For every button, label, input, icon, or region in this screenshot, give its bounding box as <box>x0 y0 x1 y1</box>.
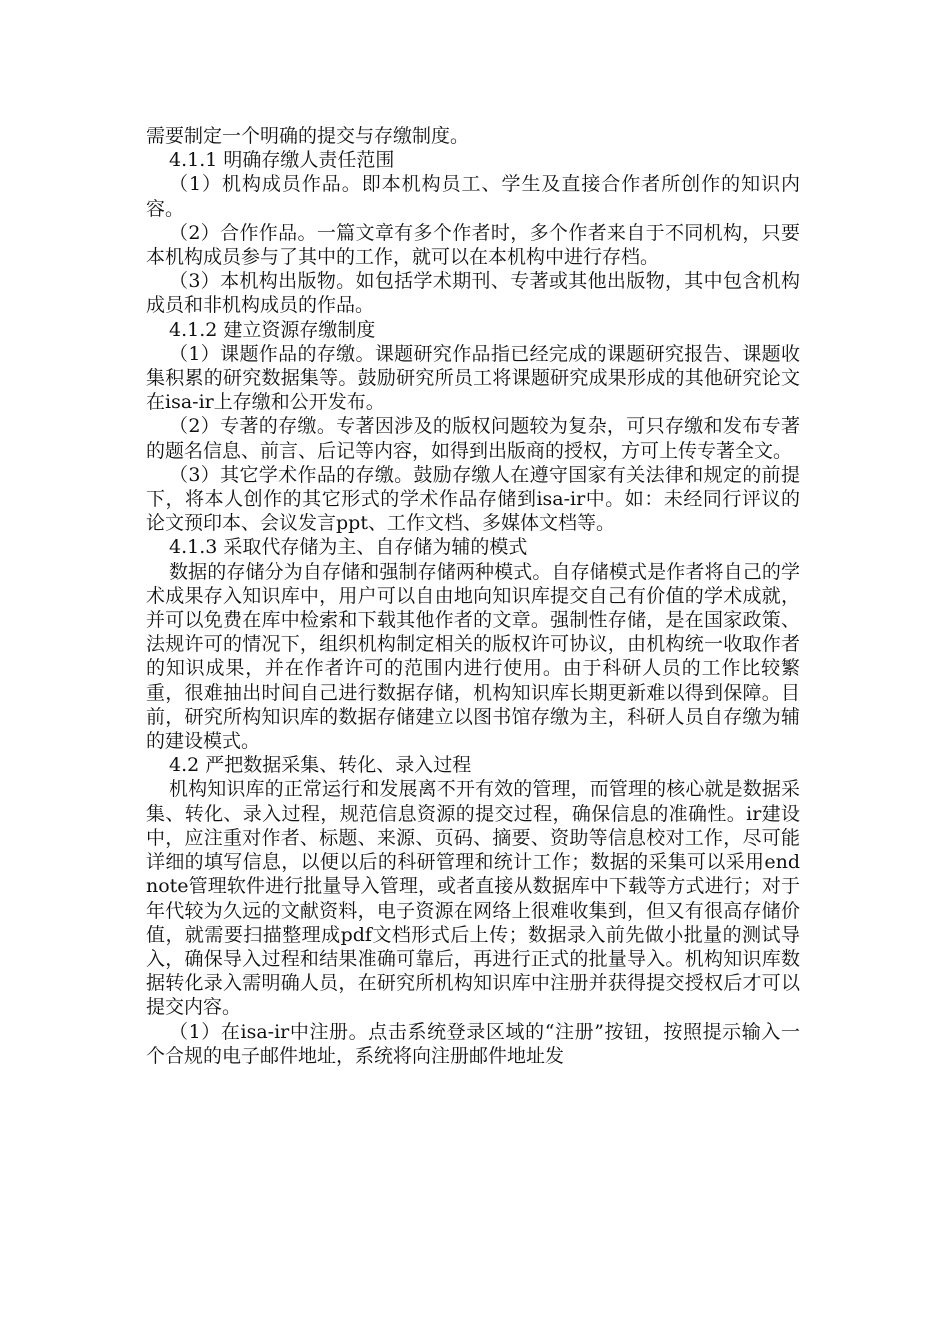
paragraph: 机构知识库的正常运行和发展离不开有效的管理，而管理的核心就是数据采集、转化、录入过程，规范信息资源的提交过程，确保信息的准确性。ir建设中，应注重对作者、标题、来源、页码、摘要、资助等信息校对工作，尽可能详细的填写信息，以便以后的科研管理和统计工作；数据的采集可以采用endnote管理软件进行批量导入管理，或者直接从数据库中下载等方式进行；对于年代较为久远的文献资料，电子资源在网络上很难收集到，但又有很高存储价值，就需要扫描整理成pdf文档形式后上传；数据录入前先做小批量的测试导入，确保导入过程和结果准确可靠后，再进行正式的批量导入。机构知识库数据转化录入需明确人员，在研究所机构知识库中注册并获得提交授权后才可以提交内容。 <box>146 778 800 1019</box>
paragraph: （1）在isa-ir中注册。点击系统登录区域的“注册”按钮，按照提示输入一个合规的电子邮件地址，系统将向注册邮件地址发 <box>146 1020 800 1067</box>
paragraph: （1）机构成员作品。即本机构员工、学生及直接合作者所创作的知识内容。 <box>146 173 800 220</box>
paragraph-continuation: 需要制定一个明确的提交与存缴制度。 <box>146 125 470 147</box>
section-heading-4-1-3: 4.1.3 采取代存储为主、自存储为辅的模式 <box>169 536 528 559</box>
document-body <box>146 124 800 1068</box>
paragraph: 数据的存储分为自存储和强制存储两种模式。自存储模式是作者将自己的学术成果存入知识库中，用户可以自由地向知识库提交自己有价值的学术成就，并可以免费在库中检索和下载其他作者的文章。强制性存储，是在国家政策、法规许可的情况下，组织机构制定相关的版权许可协议，由机构统一收取作者的知识成果，并在作者许可的范围内进行使用。由于科研人员的工作比较繁重，很难抽出时间自己进行数据存储，机构知识库长期更新难以得到保障。目前，研究所构知识库的数据存储建立以图书馆存缴为主，科研人员自存缴为辅的建设模式。 <box>146 560 800 753</box>
section-heading-4-2: 4.2 严把数据采集、转化、录入过程 <box>169 754 472 777</box>
paragraph: （2）专著的存缴。专著因涉及的版权问题较为复杂，可只存缴和发布专著的题名信息、前言、后记等内容，如得到出版商的授权，方可上传专著全文。 <box>146 415 800 462</box>
paragraph: （3）其它学术作品的存缴。鼓励存缴人在遵守国家有关法律和规定的前提下，将本人创作的其它形式的学术作品存储到isa-ir中。如：未经同行评议的论文预印本、会议发言ppt、工作文档、多媒体文档等。 <box>146 463 800 535</box>
paragraph: （2）合作作品。一篇文章有多个作者时，多个作者来自于不同机构，只要本机构成员参与了其中的工作，就可以在本机构中进行存档。 <box>146 221 800 269</box>
section-heading-4-1-2: 4.1.2 建立资源存缴制度 <box>169 318 376 341</box>
paragraph: （3）本机构出版物。如包括学术期刊、专著或其他出版物，其中包含机构成员和非机构成员的作品。 <box>146 270 800 317</box>
section-heading-4-1-1: 4.1.1 明确存缴人责任范围 <box>169 149 395 172</box>
paragraph: （1）课题作品的存缴。课题研究作品指已经完成的课题研究报告、课题收集积累的研究数据集等。鼓励研究所员工将课题研究成果形成的其他研究论文在isa-ir上存缴和公开发布。 <box>146 342 800 414</box>
